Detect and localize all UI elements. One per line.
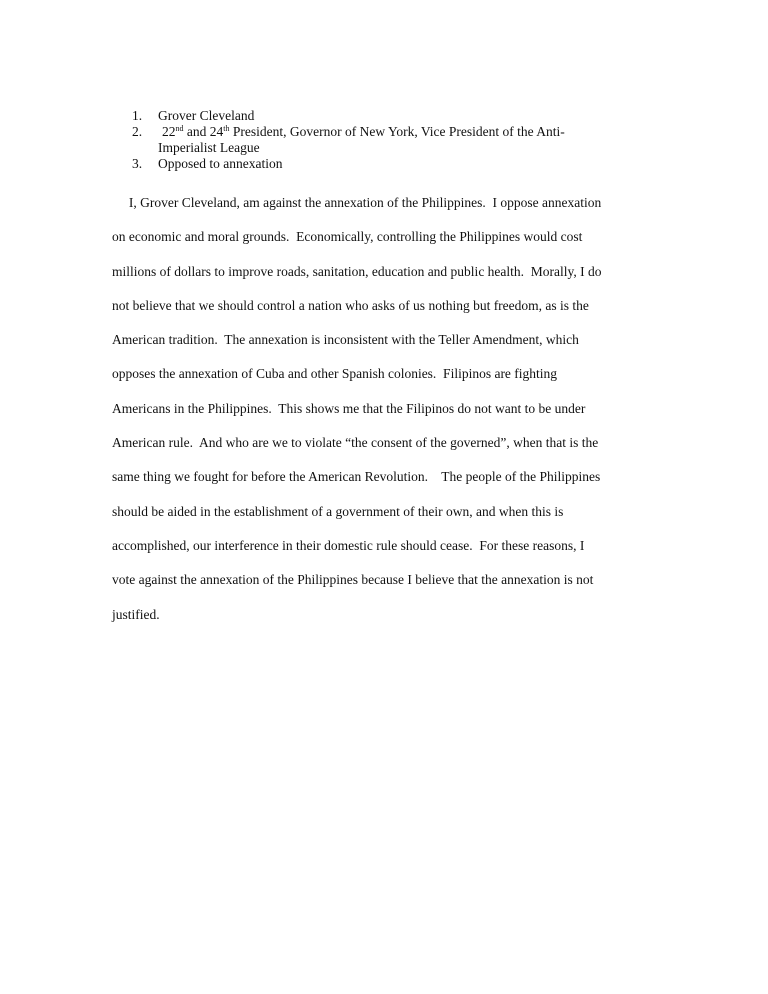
paragraph-line: on economic and moral grounds. Economically, controlling the Philippines would cost xyxy=(112,229,583,245)
ordinal-suffix: th xyxy=(223,124,230,133)
list-item-text: Opposed to annexation xyxy=(158,156,283,171)
list-number: 3. xyxy=(132,156,143,171)
list-item-text xyxy=(158,124,652,140)
ordinal-number: 24 xyxy=(209,124,224,139)
list-item xyxy=(132,156,652,172)
list-item-text: Grover Cleveland xyxy=(158,108,255,123)
list-number: 2. xyxy=(132,124,143,139)
list-number: 1. xyxy=(132,108,143,123)
paragraph-line: justified. xyxy=(112,606,160,622)
paragraph-line: American rule. And who are we to violate “the consent of the governed”, when that is the xyxy=(112,435,599,451)
ordinal-suffix: nd xyxy=(175,124,184,133)
paragraph-line: American tradition. The annexation is inconsistent with the Teller Amendment, which xyxy=(112,332,579,348)
body-paragraph xyxy=(112,195,672,641)
list-item xyxy=(132,108,652,124)
list-item-text-line2: Imperialist League xyxy=(158,140,260,155)
list-item-text-line1: President, Governor of New York, Vice President of the Anti- xyxy=(229,124,565,139)
list-item xyxy=(132,124,652,156)
paragraph-line: accomplished, our interference in their domestic rule should cease. For these reasons, I xyxy=(112,537,585,553)
paragraph-line: same thing we fought for before the American Revolution. The people of the Philippines xyxy=(112,469,601,485)
paragraph-line: I, Grover Cleveland, am against the annexation of the Philippines. I oppose annexation xyxy=(112,195,602,210)
paragraph-line: opposes the annexation of Cuba and other Spanish colonies. Filipinos are fighting xyxy=(112,366,558,382)
paragraph-line: Americans in the Philippines. This shows me that the Filipinos do not want to be under xyxy=(112,400,586,416)
ordinal-number: 22 xyxy=(162,124,176,139)
conjunction: and xyxy=(183,124,210,139)
numbered-list xyxy=(132,108,652,172)
paragraph-line: not believe that we should control a nation who asks of us nothing but freedom, as is the xyxy=(112,297,589,313)
paragraph-line: vote against the annexation of the Philippines because I believe that the annexation is not xyxy=(112,572,594,588)
paragraph-line: should be aided in the establishment of a government of their own, and when this is xyxy=(112,503,564,519)
paragraph-line: millions of dollars to improve roads, sanitation, education and public health. Morally, I do xyxy=(112,263,602,279)
